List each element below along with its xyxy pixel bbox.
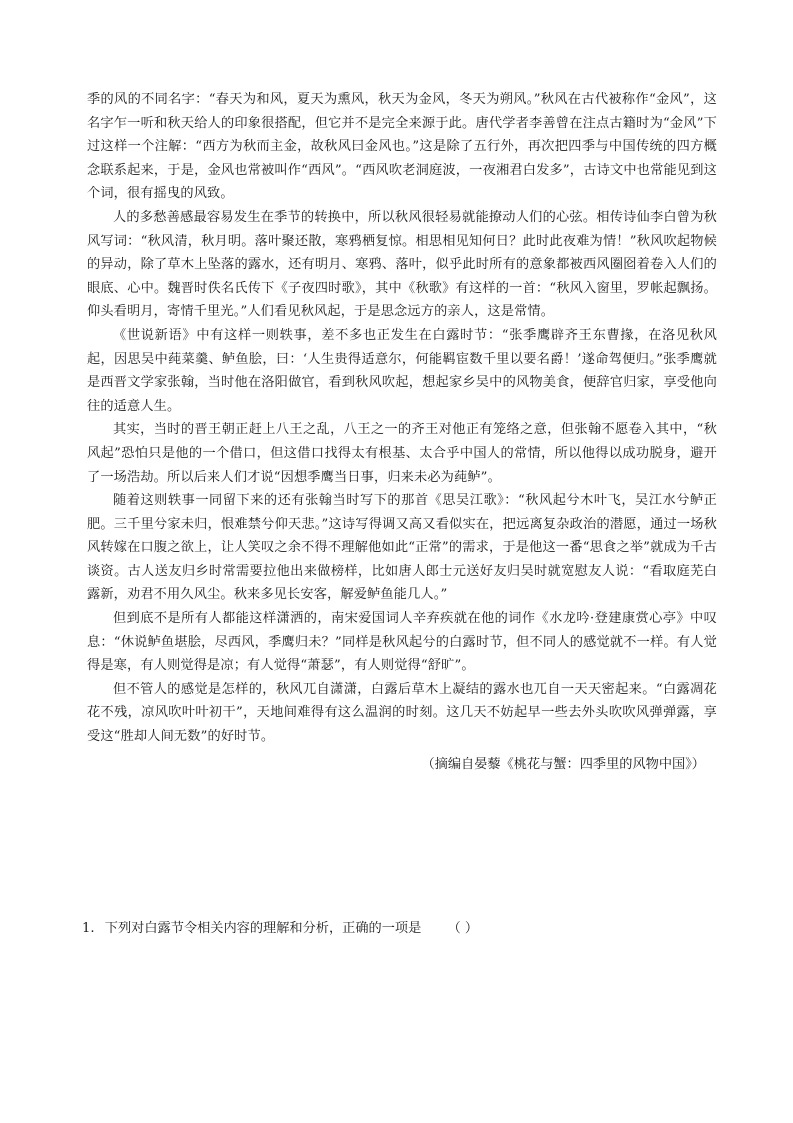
paragraph-1: 季的风的不同名字：“春天为和风，夏天为熏风，秋天为金风，冬天为朔风。”秋风在古代被称作“金风”，这名字乍一听和秋天给人的印象很搭配，但它并不是完全来源于此。唐代学者李善曾在注点古籍时为“金风”下过这样一个注解：“西方为秋而主金，故秋风曰金风也。”这是除了五行外，再次把四季与中国传统的四方概念联系起来，于是，金风也常被叫作“西风”。“西风吹老洞庭波，一夜湘君白发多”，古诗文中也常能见到这个词，很有摇曳的风致。 — [87, 92, 717, 202]
article-body — [87, 88, 717, 776]
question-1 — [82, 917, 478, 941]
paragraph-3: 《世说新语》中有这样一则轶事，差不多也正发生在白露时节：“张季鹰辟齐王东曹掾，在洛见秋风起，因思吴中莼菜羹、鲈鱼脍，曰：‘人生贵得适意尔，何能羁宦数千里以要名爵！’遂命驾便归。”张季鹰就是西晋文学家张翰，当时他在洛阳做官，看到秋风吹起，想起家乡吴中的风物美食，便辞官归家，享受他向往的适意人生。 — [87, 327, 717, 414]
answer-blank: （ ） — [447, 921, 479, 936]
paragraph-4: 其实，当时的晋王朝正赶上八王之乱，八王之一的齐王对他正有笼络之意，但张翰不愿卷入其中，“秋风起”恐怕只是他的一个借口，但这借口找得太有根基、太合乎中国人的常情，所以他得以成功脱身，避开了一场浩劫。所以后来人们才说“因想季鹰当日事，归来未必为莼鲈”。 — [87, 422, 717, 485]
paragraph-5: 随着这则轶事一同留下来的还有张翰当时写下的那首《思吴江歌》：“秋风起兮木叶飞，吴江水兮鲈正肥。三千里兮家未归，恨难禁兮仰天悲。”这诗写得调又高又看似实在，把远离复杂政治的潜愿，通过一场秋风转嫁在口腹之欲上，让人笑叹之余不得不理解他如此“正常”的需求，于是他这一番“思食之举”就成为千古谈资。古人送友归乡时常需要拉他出来做榜样，比如唐人郎士元送好友归吴时就宽慰友人说：“看取庭芜白露新，劝君不用久风尘。秋来多见长安客，解爱鲈鱼能几人。” — [87, 493, 717, 603]
paragraph-2: 人的多愁善感最容易发生在季节的转换中，所以秋风很轻易就能撩动人们的心弦。相传诗仙李白曾为秋风写词：“秋风清，秋月明。落叶聚还散，寒鸦栖复惊。相思相见知何日？此时此夜难为情！”秋风吹起物候的异动，除了草木上坠落的露水，还有明月、寒鸦、落叶，似乎此时所有的意象都被西风圈囵着卷入人们的眼底、心中。魏晋时佚名氏传下《子夜四时歌》，其中《秋歌》有这样的一首：“秋风入窗里，罗帐起飘扬。仰头看明月，寄情千里光。”人们看见秋风起，于是思念远方的亲人，这是常情。 — [87, 209, 717, 320]
paragraph-7: 但不管人的感觉是怎样的，秋风兀自潇潇，白露后草木上凝结的露水也兀自一天天密起来。“白露凋花花不残，凉风吹叶叶初干”，天地间难得有这么温润的时刻。这几天不妨起早一些去外头吹吹风弹弹露，享受这“胜却人间无数”的好时节。 — [87, 681, 717, 745]
paragraph-6: 但到底不是所有人都能这样潇洒的，南宋爱国词人辛弃疾就在他的词作《水龙吟·登建康赏心亭》中叹息：“休说鲈鱼堪脍，尽西风，季鹰归未？”同样是秋风起兮的白露时节，但不同人的感觉就不一样。有人觉得是寒，有人则觉得是凉；有人觉得“萧瑟”，有人则觉得“舒旷”。 — [87, 611, 717, 674]
question-number: 1. — [82, 921, 95, 936]
question-text: 下列对白露节令相关内容的理解和分析，正确的一项是 — [104, 921, 422, 936]
article-source: （摘编自晏藜《桃花与蟹：四季里的风物中国》） — [421, 756, 705, 772]
